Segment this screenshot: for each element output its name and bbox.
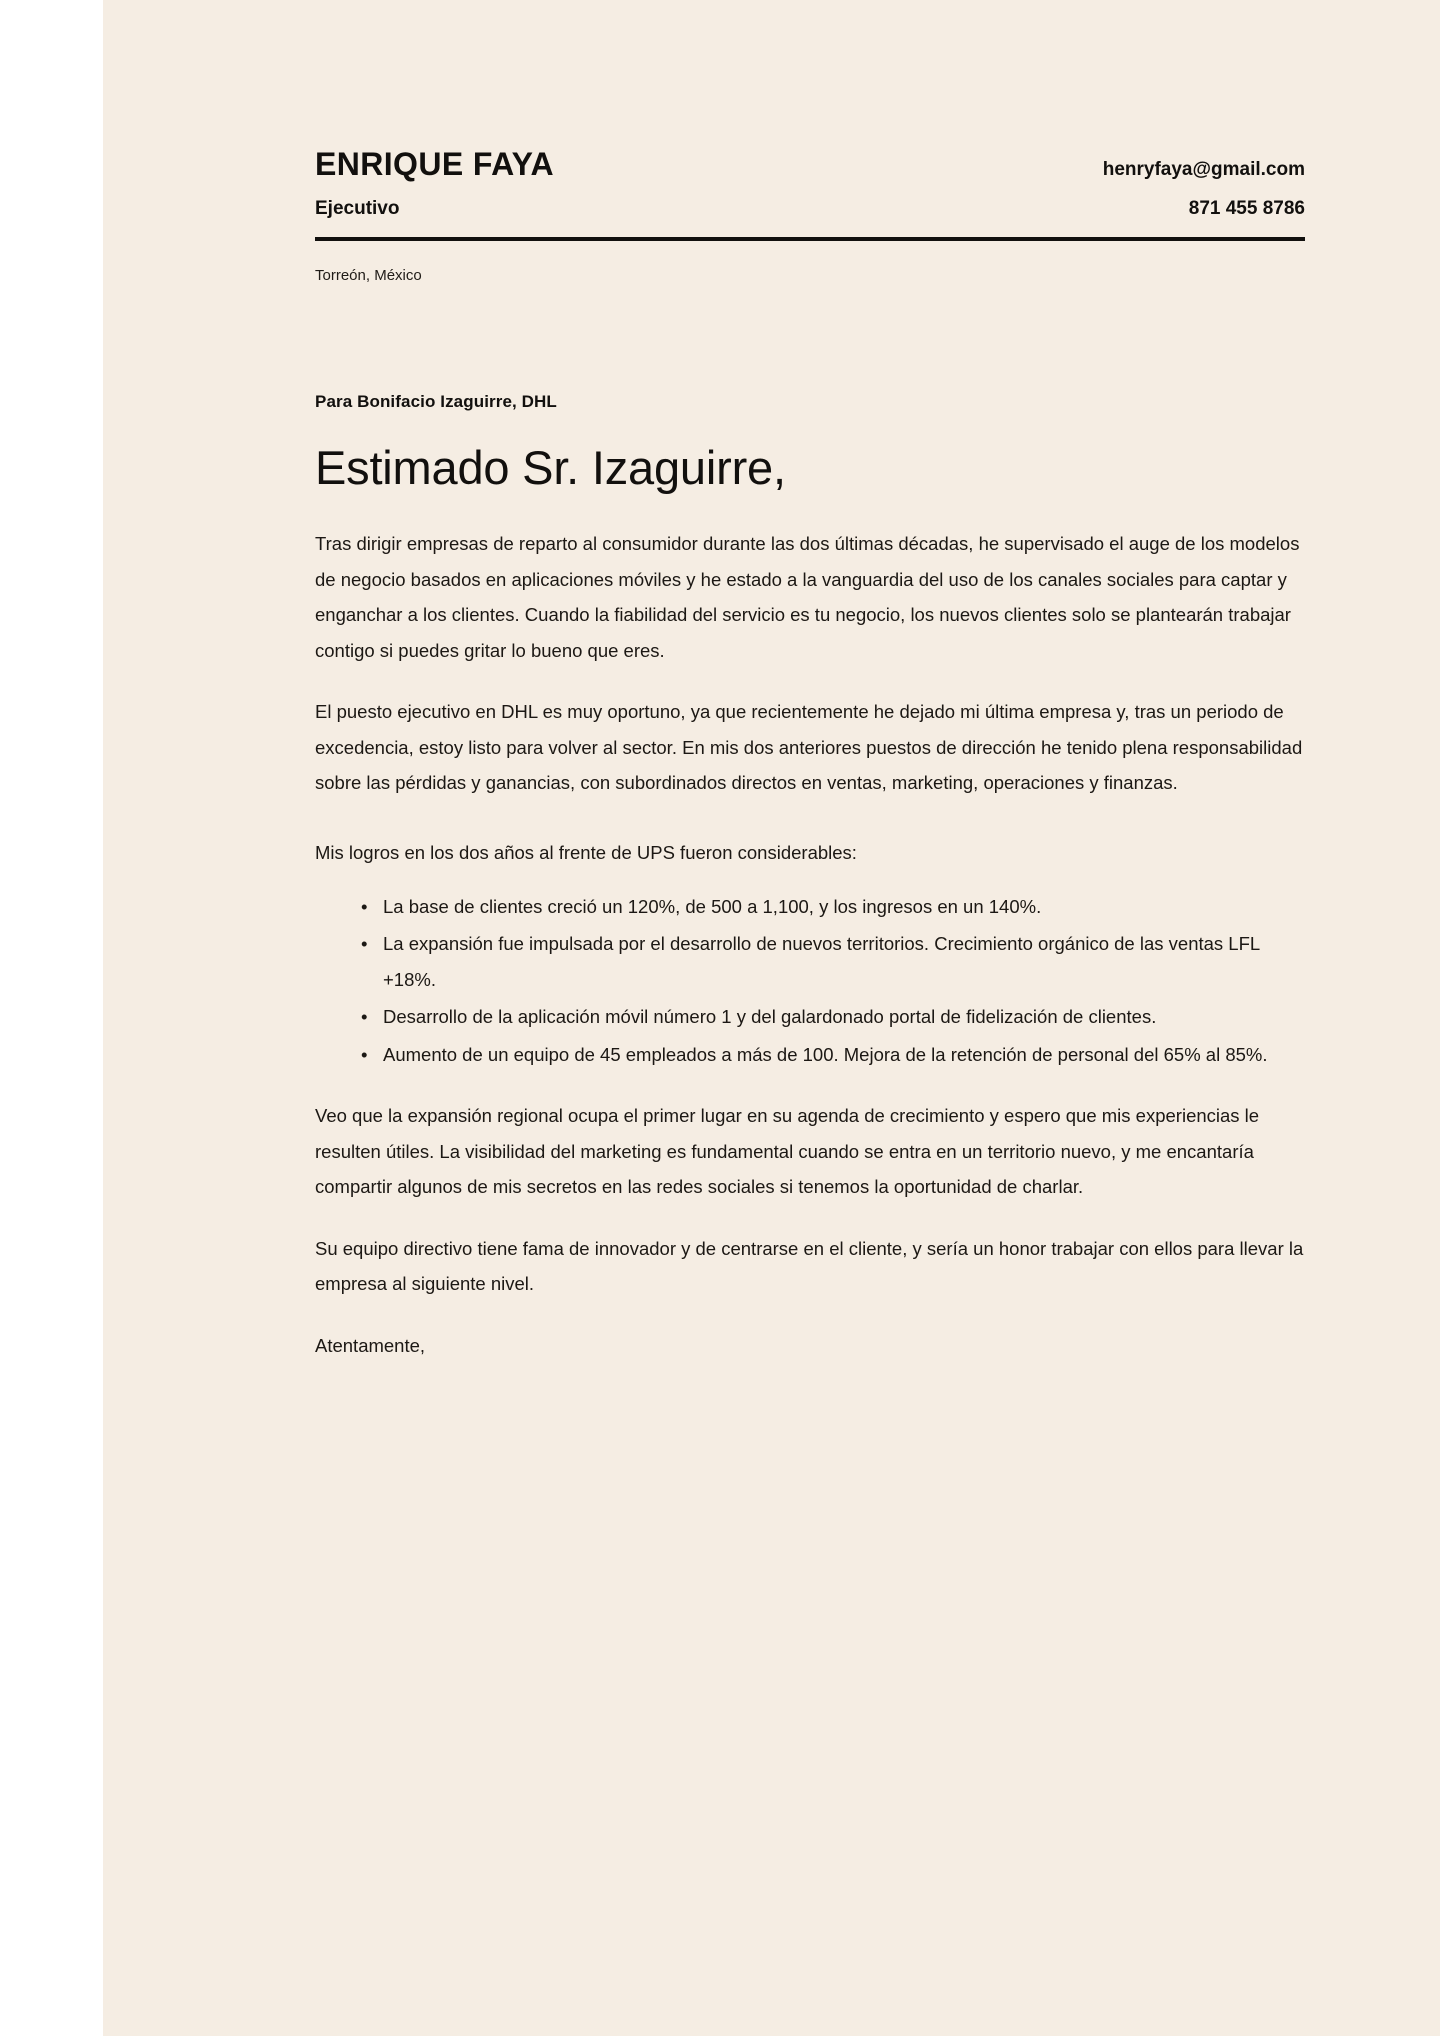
letterhead-row-primary — [315, 148, 1305, 181]
contact-phone: 871 455 8786 — [1188, 198, 1305, 219]
contact-email: henryfaya@gmail.com — [1102, 159, 1305, 180]
achievements-list — [315, 889, 1305, 1073]
letter-signoff: Atentamente, — [315, 1334, 426, 1356]
list-item: • Desarrollo de la aplicación móvil número 1 y del galardonado portal de fidelización de clientes. — [361, 999, 1305, 1035]
letter-recipient: Para Bonifacio Izaguirre, DHL — [315, 392, 557, 411]
letter-content-column — [315, 0, 1305, 1382]
header-divider — [315, 237, 1305, 241]
letterhead-row-secondary — [315, 198, 1305, 220]
list-item: • Aumento de un equipo de 45 empleados a más de 100. Mejora de la retención de personal del 65% al 85%. — [361, 1037, 1305, 1073]
letterhead — [315, 0, 1305, 284]
letter-salutation: Estimado Sr. Izaguirre, — [315, 441, 786, 494]
list-item: • La expansión fue impulsada por el desarrollo de nuevos territorios. Crecimiento orgánico de las ventas LFL +18%. — [361, 926, 1305, 997]
achievements-intro: Mis logros en los dos años al frente de UPS fueron considerables: — [315, 841, 857, 863]
letter-paragraph: Veo que la expansión regional ocupa el primer lugar en su agenda de crecimiento y espero que mis experiencias le resulten útiles. La visibilidad del marketing es fundamental cuando se entra en un territorio nuevo, y me encantaría compartir algunos de mis secretos en las redes sociales si tenemos la oportunidad de charlar. — [315, 1105, 1260, 1198]
candidate-role: Ejecutivo — [315, 198, 400, 219]
letter-paragraph: El puesto ejecutivo en DHL es muy oportuno, ya que recientemente he dejado mi última empresa y, tras un periodo de excedencia, estoy listo para volver al sector. En mis dos anteriores puestos de dirección he tenido plena responsabilidad sobre las pérdidas y ganancias, con subordinados directos en ventas, marketing, operaciones y finanzas. — [315, 701, 1303, 794]
letter-paragraph: Tras dirigir empresas de reparto al consumidor durante las dos últimas décadas, he supervisado el auge de los modelos de negocio basados en aplicaciones móviles y he estado a la vanguardia del uso de los canales sociales para captar y enganchar a los clientes. Cuando la fiabilidad del servicio es tu negocio, los nuevos clientes solo se plantearán trabajar contigo si puedes gritar lo bueno que eres. — [315, 533, 1300, 661]
letter-page — [103, 0, 1440, 2036]
candidate-name: ENRIQUE FAYA — [315, 146, 554, 182]
list-item: • La base de clientes creció un 120%, de 500 a 1,100, y los ingresos en un 140%. — [361, 889, 1305, 925]
letter-paragraph: Su equipo directivo tiene fama de innovador y de centrarse en el cliente, y sería un honor trabajar con ellos para llevar la empresa al siguiente nivel. — [315, 1237, 1304, 1295]
letter-body — [315, 392, 1305, 1363]
candidate-location: Torreón, México — [315, 267, 422, 284]
